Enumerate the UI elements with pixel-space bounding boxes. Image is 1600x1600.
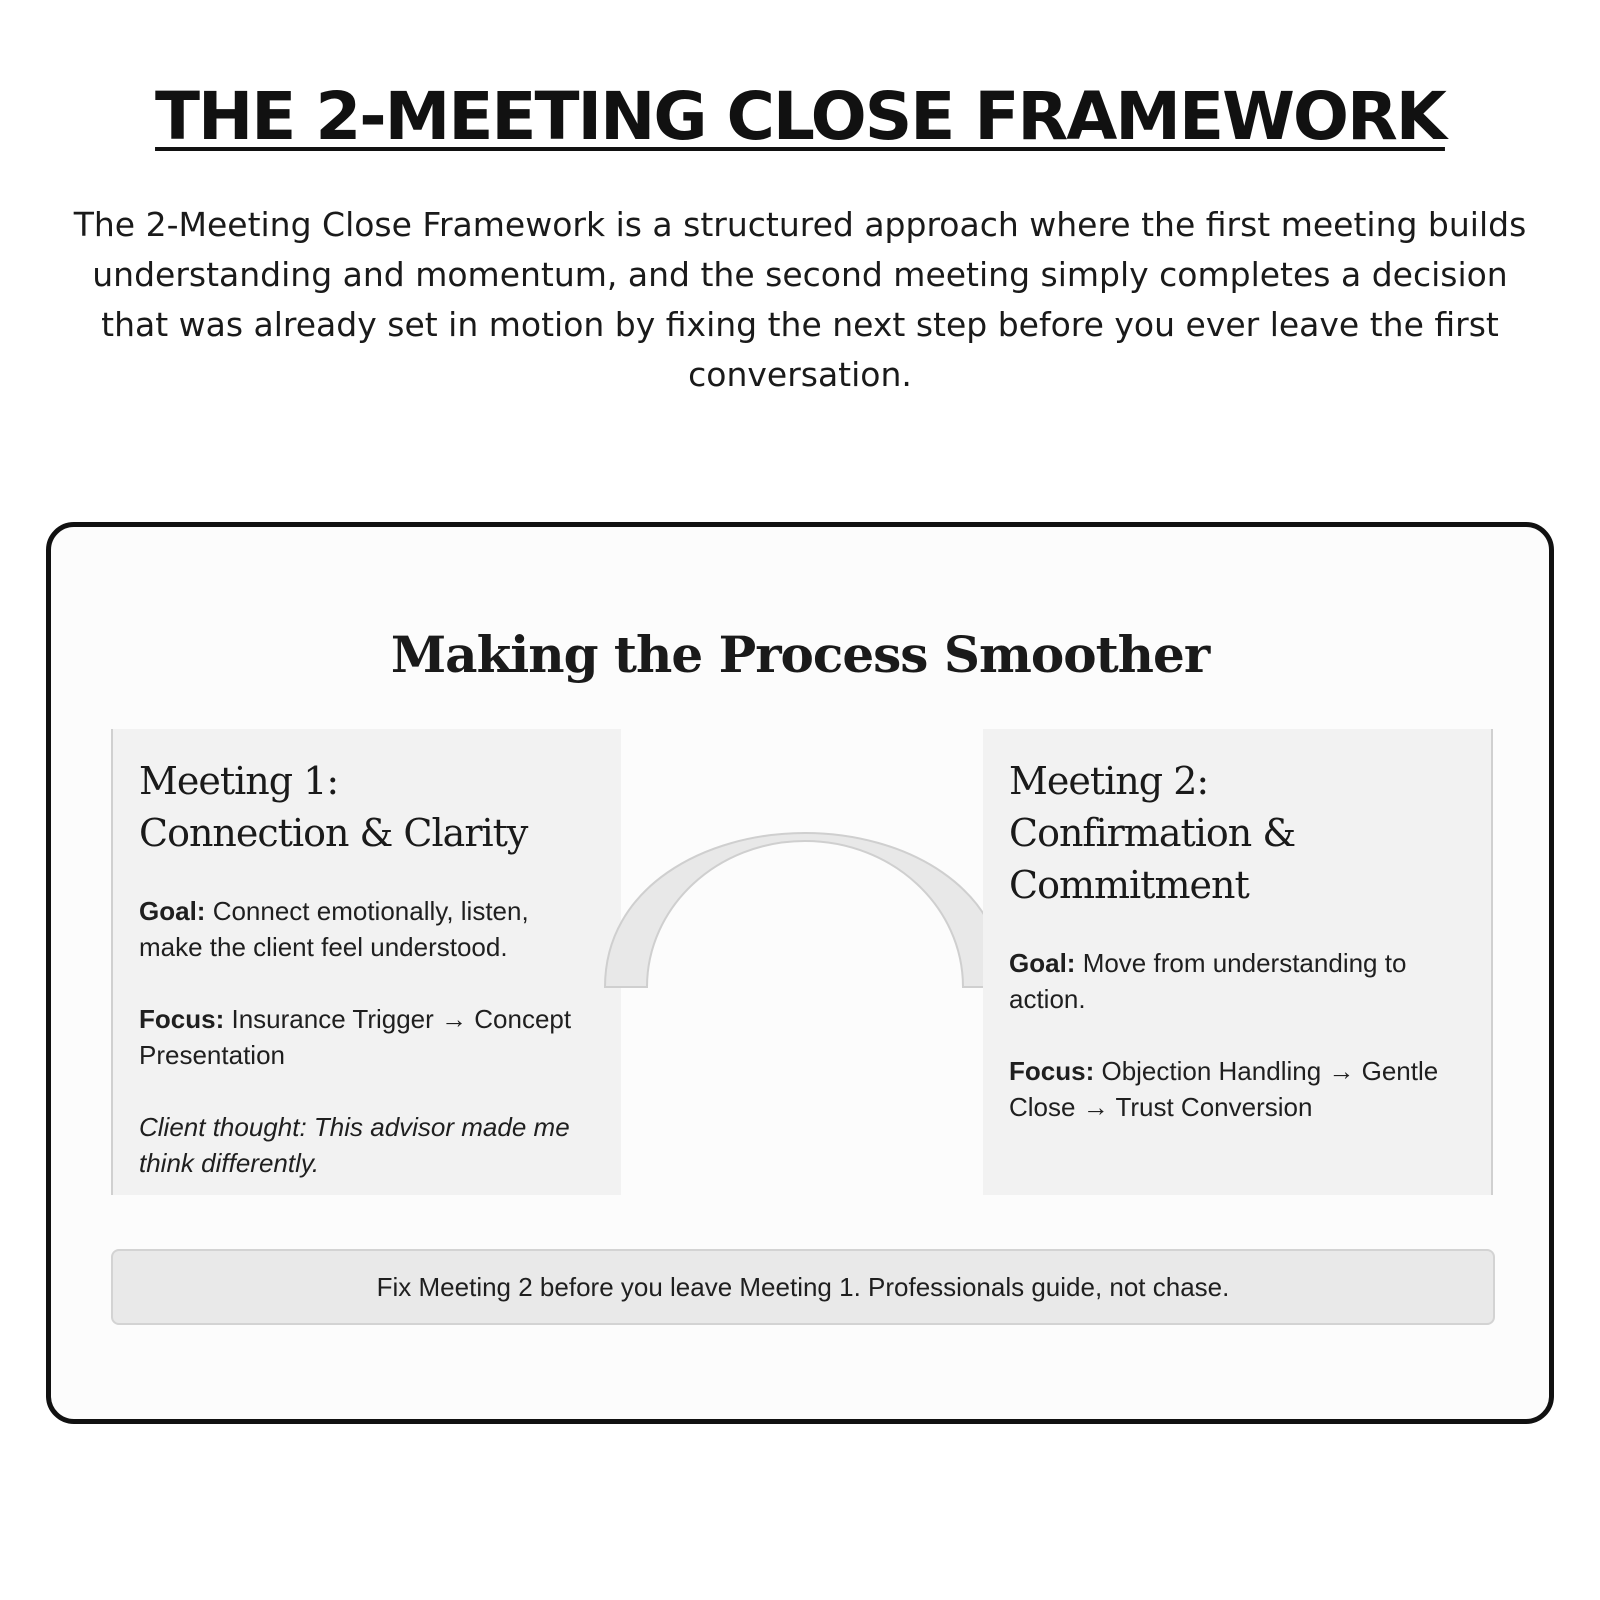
meeting-1-focus-text: Insurance Trigger → Concept Presentation <box>139 1004 572 1070</box>
arch-bridge-shape <box>605 833 1005 987</box>
meeting-2-heading-line1: Meeting 2: <box>1009 759 1209 803</box>
meeting-1-goal <box>139 893 595 965</box>
page-title-text: THE 2-MEETING CLOSE FRAMEWORK <box>155 78 1445 155</box>
meeting-1-goal-text: Connect emotionally, listen, make the client feel understood. <box>139 896 529 962</box>
meeting-1-client-thought: Client thought: This advisor made me think differently. <box>139 1112 570 1178</box>
meeting-2-focus-label: Focus: <box>1009 1056 1095 1086</box>
meeting-1-card <box>111 729 621 1195</box>
intro-paragraph: The 2-Meeting Close Framework is a structured approach where the first meeting builds understanding and momentum, and the second meeting simply completes a decision that was already set in motion by fixing the next step before you ever leave the first conversation. <box>73 205 1527 394</box>
footer-banner <box>111 1249 1495 1325</box>
footer-banner-text: Fix Meeting 2 before you leave Meeting 1. Professionals guide, not chase. <box>376 1271 1230 1302</box>
meeting-2-goal <box>1009 945 1465 1017</box>
meeting-2-heading <box>1009 755 1465 911</box>
meeting-2-card <box>983 729 1493 1195</box>
meeting-2-heading-line2: Confirmation & <box>1009 811 1296 855</box>
meeting-2-focus <box>1009 1053 1465 1125</box>
meeting-1-heading-line2: Connection & Clarity <box>139 811 528 855</box>
meeting-1-heading-line1: Meeting 1: <box>139 759 339 803</box>
diagram-title: Making the Process Smoother <box>390 625 1210 684</box>
meeting-2-heading-line3: Commitment <box>1009 863 1249 907</box>
meeting-2-goal-text: Move from understanding to action. <box>1009 948 1407 1014</box>
arch-bridge-icon <box>603 825 1007 991</box>
page-title <box>0 78 1600 155</box>
meeting-1-goal-label: Goal: <box>139 896 206 926</box>
meeting-1-focus <box>139 1001 595 1073</box>
meeting-2-goal-label: Goal: <box>1009 948 1076 978</box>
framework-diagram-frame <box>46 522 1554 1424</box>
meeting-2-focus-text: Objection Handling → Gentle Close → Trust Conversion <box>1009 1056 1439 1122</box>
meeting-1-heading <box>139 755 595 859</box>
meeting-1-focus-label: Focus: <box>139 1004 225 1034</box>
